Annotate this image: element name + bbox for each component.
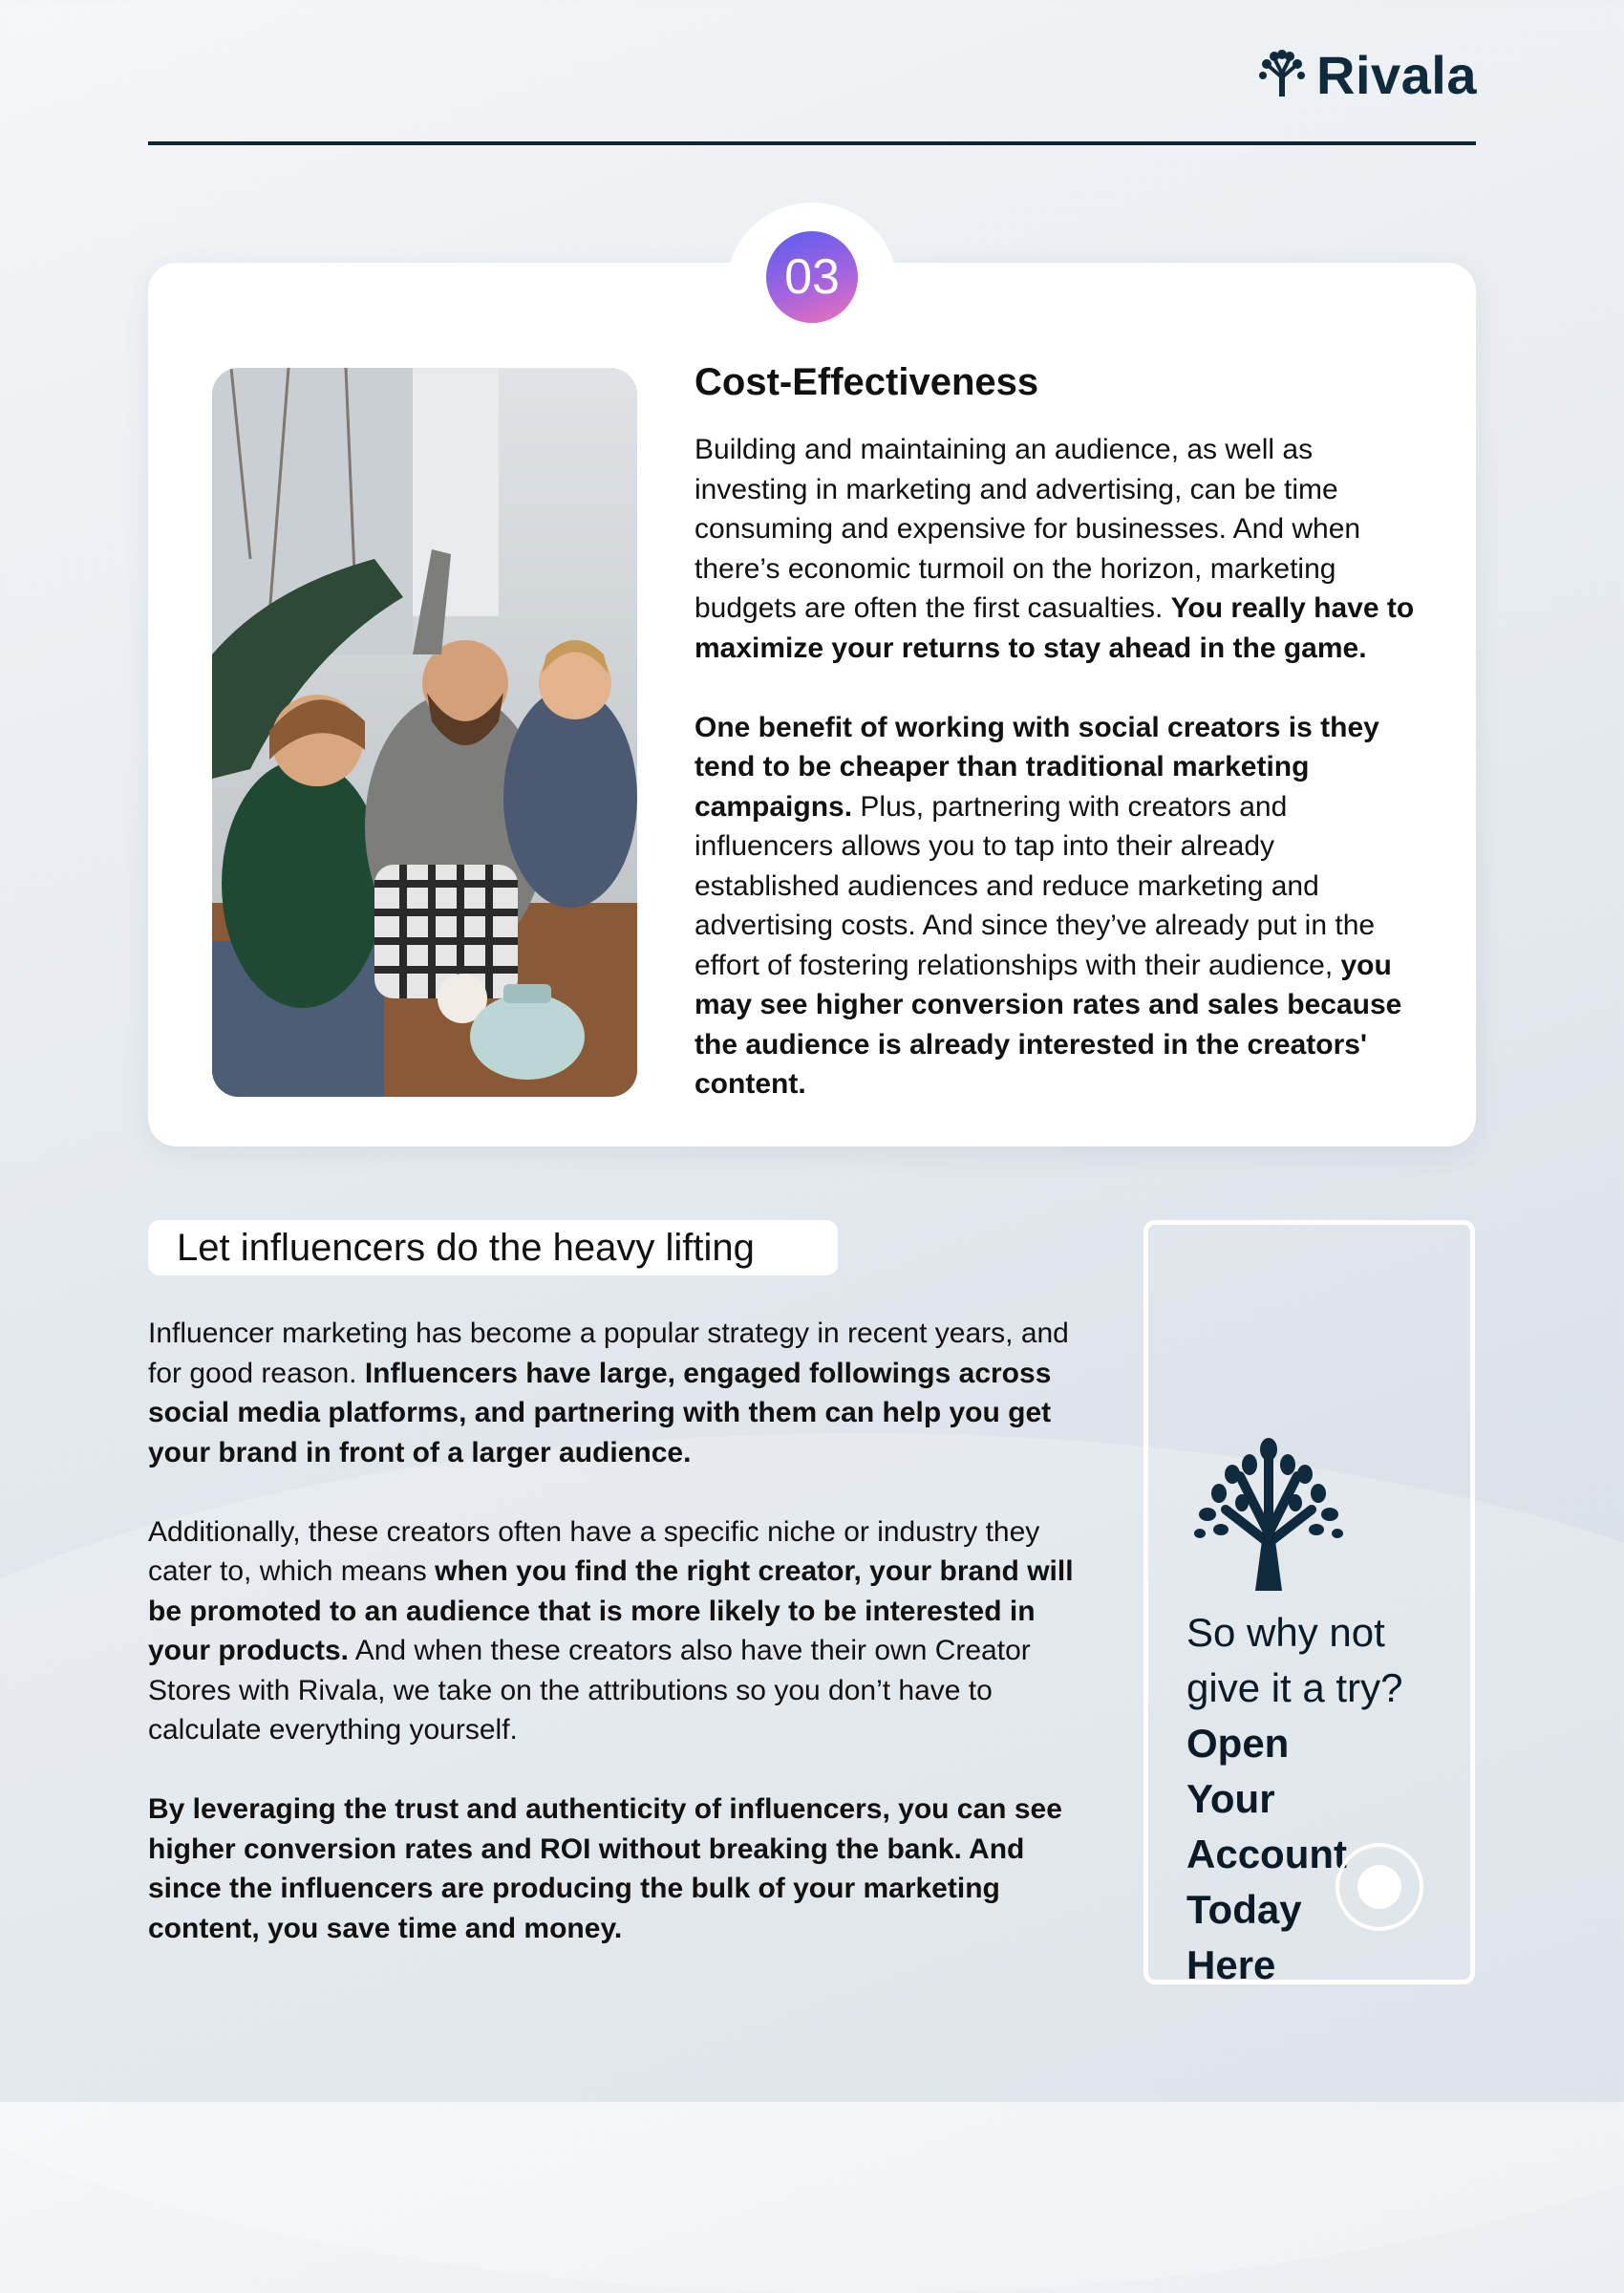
section-p2-text-1: Additionally, these creators often have a specific niche or industry they cater to, which means [148,1515,1040,1587]
card-paragraph-1 [694,430,1421,668]
tree-icon [1183,1438,1355,1591]
card-p2-emphasis-2: you may see higher conversion rates and sales because the audience is already interested in the creators' content. [694,949,1402,1100]
card-p1-emphasis: You really have to maximize your returns to stay ahead in the game. [694,592,1415,664]
card-title: Cost-Effectiveness [694,361,1039,403]
section-heading: Let influencers do the heavy lifting [148,1220,838,1275]
card-paragraph-2 [694,708,1421,1104]
card-p1-text: Building and maintaining an audience, as well as investing in marketing and advertising, can be time consuming and expensive for businesses. And when there’s economic turmoil on the horizon, marketing budgets are often the first casualties. [694,434,1361,624]
header-divider [148,141,1476,145]
tree-icon [1255,49,1309,102]
cta-bold-line-1: Open Your [1186,1721,1290,1821]
section-paragraph-2 [148,1512,1084,1750]
section-number-badge: 03 [766,231,858,323]
cta-bold-line-3: Today [1186,1887,1302,1932]
card-p2-text: Plus, partnering with creators and influencers allows you to tap into their already established audiences and reduce marketing and advertising costs. And since they’ve already put in the effort of fostering relationships with their audience, [694,790,1376,981]
section-p2-emphasis: when you find the right creator, your brand will be promoted to an audience that is more likely to be interested in your products. [148,1555,1074,1666]
card-p2-emphasis-1: One benefit of working with social creators is they tend to be cheaper than traditional marketing campaigns. [694,711,1379,823]
section-body [148,1314,1084,1988]
section-p1-text: Influencer marketing has become a popular strategy in recent years, and for good reason. [148,1318,1069,1389]
section-paragraph-1 [148,1314,1084,1472]
open-account-link[interactable] [1186,1716,1358,1993]
brand-name: Rivala [1316,45,1477,105]
circle-button-icon[interactable] [1336,1843,1423,1931]
section-paragraph-3 [148,1789,1084,1948]
cta-question [1186,1605,1402,1716]
section-p1-emphasis: Influencers have large, engaged followings across social media platforms, and partnering with them can help you get your brand in front of a larger audience. [148,1357,1052,1468]
brand-logo[interactable] [1255,44,1477,106]
card-body [694,430,1421,1144]
cta-bold-line-4: Here [1186,1942,1276,1987]
cta-line-2: give it a try? [1186,1665,1403,1710]
section-p3-emphasis: By leveraging the trust and authenticity of influencers, you can see higher conversion rates and ROI without breaking the bank. And since the influencers are producing the bulk of your marketing content, you save time and money. [148,1793,1062,1944]
circle-button-dot [1357,1865,1401,1909]
cta-line-1: So why not [1186,1610,1385,1655]
friends-photo [212,368,637,1097]
section-p2-text-2: And when these creators also have their own Creator Stores with Rivala, we take on the attributions so you don’t have to calculate everything yourself. [148,1635,1031,1746]
cta-bold-line-2: Account [1186,1832,1347,1876]
